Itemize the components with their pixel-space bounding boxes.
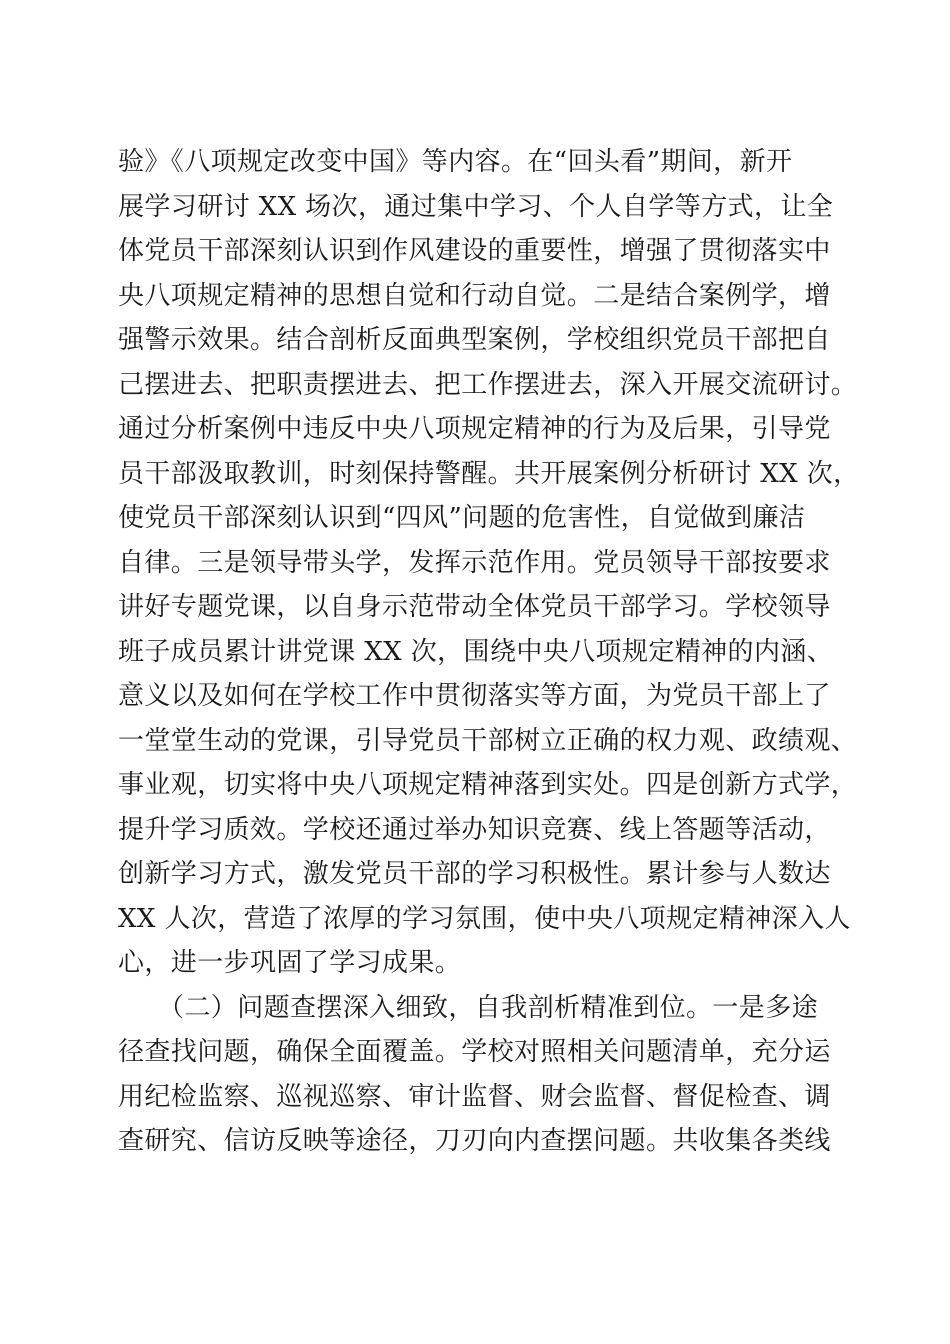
paragraph-line: 己摆进去、把职责摆进去、把工作摆进去，深入开展交流研讨。 [118,369,858,400]
paragraph-line: 事业观，切实将中央八项规定精神落到实处。四是创新方式学， [118,770,858,800]
paragraph-line: 创新学习方式，激发党员干部的学习积极性。累计参与人数达 [118,859,831,889]
paragraph-line: 班子成员累计讲党课 XX 次，围绕中央八项规定精神的内涵、 [118,636,834,667]
body-text [118,140,860,1164]
paragraph-line: 员干部汲取教训，时刻保持警醒。共开展案例分析研讨 XX 次， [118,458,860,489]
paragraph-line: 心，进一步巩固了学习成果。 [118,948,462,978]
paragraph-line: 讲好专题党课，以自身示范带动全体党员干部学习。学校领导 [118,592,831,622]
section-heading-line: （二）问题查摆深入细致，自我剖析精准到位。一是多途 [158,992,819,1023]
paragraph-line: XX 人次，营造了浓厚的学习氛围，使中央八项规定精神深入人 [118,903,851,934]
paragraph-line: 查研究、信访反映等途径，刀刃向内查摆问题。共收集各类线 [118,1126,831,1156]
paragraph-line: 自律。三是领导带头学，发挥示范作用。党员领导干部按要求 [118,547,831,578]
paragraph-line: 意义以及如何在学校工作中贯彻落实等方面，为党员干部上了 [118,681,831,711]
paragraph-line: 使党员干部深刻认识到“四风”问题的危害性，自觉做到廉洁 [118,503,806,533]
paragraph-line: 体党员干部深刻认识到作风建设的重要性，增强了贯彻落实中 [118,236,831,266]
paragraph-line: 径查找问题，确保全面覆盖。学校对照相关问题清单，充分运 [118,1037,831,1067]
paragraph-line: 验》《八项规定改变中国》等内容。在“回头看”期间，新开 [118,147,793,177]
paragraph-line: 用纪检监察、巡视巡察、审计监督、财会监督、督促检查、调 [118,1081,831,1112]
paragraph-line: 央八项规定精神的思想自觉和行动自觉。二是结合案例学，增 [118,280,831,311]
paragraph-line: 提升学习质效。学校还通过举办知识竞赛、线上答题等活动， [118,814,831,845]
paragraph-line: 强警示效果。结合剖析反面典型案例，学校组织党员干部把自 [118,325,831,355]
paragraph-line: 一堂堂生动的党课，引导党员干部树立正确的权力观、政绩观、 [118,725,858,756]
paragraph-line: 展学习研讨 XX 场次，通过集中学习、个人自学等方式，让全 [118,191,834,222]
paragraph-line: 通过分析案例中违反中央八项规定精神的行为及后果，引导党 [118,414,831,444]
